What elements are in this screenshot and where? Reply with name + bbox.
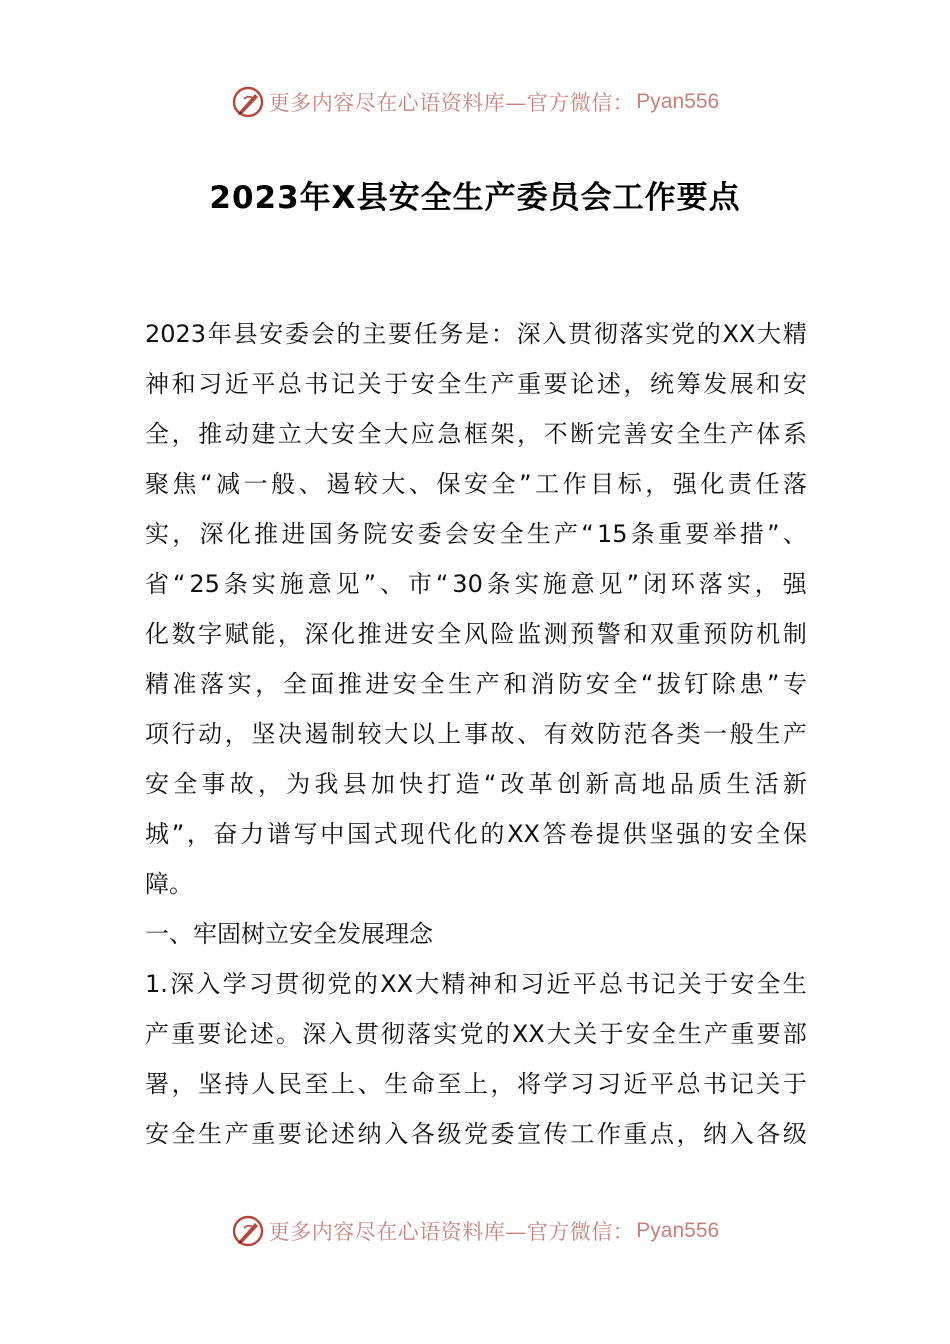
text-line	[145, 809, 807, 859]
header-watermark	[0, 82, 950, 122]
text-line-content: 安 全 事 故 ， 为 我 县 加 快 打 造 “ 改 革 创 新 高 地 品 质 生 活 新	[145, 770, 807, 798]
text-line-content: 2023 年 县 安 委 会 的 主 要 任 务 是 ： 深 入 贯 彻 落 实 党 的 XX 大 精	[145, 320, 807, 348]
text-line-content: 障。	[145, 870, 193, 898]
text-line-content: 项 行 动 ， 坚 决 遏 制 较 大 以 上 事 故 、 有 效 防 范 各 类 一 般 生 产	[145, 720, 807, 748]
watermark-wechat-id: Pyan556	[636, 1219, 720, 1242]
text-line	[145, 1109, 807, 1159]
text-line-content: 安 全 生 产 重 要 论 述 纳 入 各 级 党 委 宣 传 工 作 重 点 ， 纳 入 各 级	[145, 1120, 807, 1148]
watermark-text: 更多内容尽在心语资料库—官方微信：	[268, 1220, 635, 1244]
text-line	[145, 909, 807, 959]
text-line-content: 城 ” ， 奋 力 谱 写 中 国 式 现 代 化 的 XX 答 卷 提 供 坚 强 的 安 全 保	[145, 820, 807, 848]
watermark-text: 更多内容尽在心语资料库—官方微信：	[268, 91, 635, 115]
text-line	[145, 559, 807, 609]
text-line	[145, 409, 807, 459]
document-body	[145, 309, 807, 1159]
text-line	[145, 709, 807, 759]
pen-logo-icon	[231, 85, 265, 119]
text-line-content: 一、牢固树立安全发展理念	[145, 920, 433, 948]
text-line-content: 省 “ 25 条 实 施 意 见 ” 、 市 “ 30 条 实 施 意 见 ” 闭 环 落 实 ， 强	[145, 570, 807, 598]
text-line	[145, 309, 807, 359]
pen-logo-icon	[231, 1214, 265, 1248]
text-line	[145, 759, 807, 809]
text-line	[145, 959, 807, 1009]
footer-watermark	[0, 1211, 950, 1251]
text-line	[145, 859, 807, 909]
text-line-content: 化 数 字 赋 能 ， 深 化 推 进 安 全 风 险 监 测 预 警 和 双 重 预 防 机 制	[145, 620, 807, 648]
text-line	[145, 1009, 807, 1059]
text-line	[145, 1059, 807, 1109]
text-line	[145, 359, 807, 409]
watermark-wechat-id: Pyan556	[636, 90, 720, 113]
text-line	[145, 509, 807, 559]
text-line-content: 署 ， 坚 持 人 民 至 上 、 生 命 至 上 ， 将 学 习 习 近 平 总 书 记 关 于	[145, 1070, 807, 1098]
document-title: 2023年X县安全生产委员会工作要点	[209, 180, 741, 216]
text-line-content: 1. 深 入 学 习 贯 彻 党 的 XX 大 精 神 和 习 近 平 总 书 记 关 于 安 全 生	[145, 970, 807, 998]
text-line	[145, 659, 807, 709]
text-line	[145, 459, 807, 509]
text-line-content: 神 和 习 近 平 总 书 记 关 于 安 全 生 产 重 要 论 述 ， 统 筹 发 展 和 安	[145, 370, 807, 398]
text-line-content: 全 ， 推 动 建 立 大 安 全 大 应 急 框 架 ， 不 断 完 善 安 全 生 产 体 系	[145, 420, 807, 448]
text-line-content: 实 ， 深 化 推 进 国 务 院 安 委 会 安 全 生 产 “ 15 条 重 要 举 措 ” 、	[145, 520, 807, 548]
text-line	[145, 609, 807, 659]
text-line-content: 产 重 要 论 述 。 深 入 贯 彻 落 实 党 的 XX 大 关 于 安 全 生 产 重 要 部	[145, 1020, 807, 1048]
text-line-content: 聚 焦 “ 减 一 般 、 遏 较 大 、 保 安 全 ” 工 作 目 标 ， 强 化 责 任 落	[145, 470, 807, 498]
text-line-content: 精 准 落 实 ， 全 面 推 进 安 全 生 产 和 消 防 安 全 “ 拔 钉 除 患 ” 专	[145, 670, 807, 698]
